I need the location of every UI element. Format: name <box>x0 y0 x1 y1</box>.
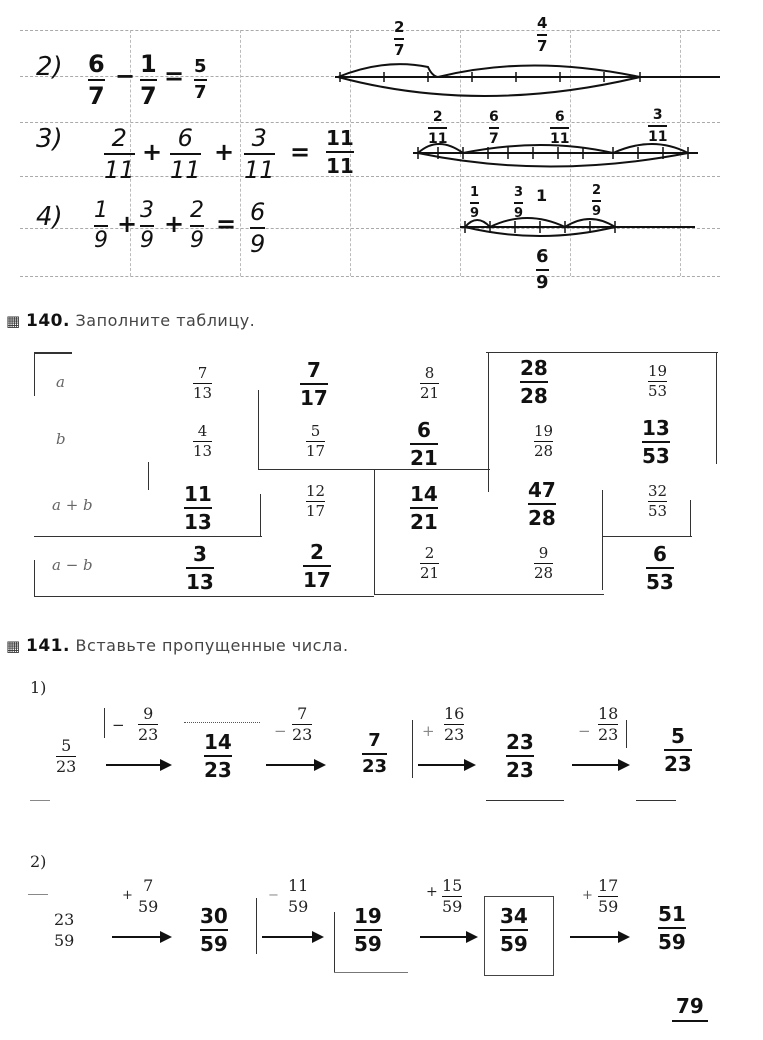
step-operator: − <box>112 716 125 734</box>
row-label-a: a <box>56 373 65 391</box>
arrow-icon <box>572 764 628 766</box>
arrow-icon <box>106 764 170 766</box>
fraction: 2 11 <box>104 124 135 184</box>
table-cell-answer: 13 53 <box>642 416 670 468</box>
fraction: 6 9 <box>250 198 266 258</box>
arrow-icon <box>266 764 324 766</box>
step-operator: − <box>274 722 287 740</box>
arc-label: 3 9 <box>514 185 524 221</box>
fraction: 1 9 <box>94 198 108 253</box>
arc-label: 2 9 <box>592 183 602 219</box>
table-cell-answer: 47 28 <box>528 478 556 530</box>
table-cell-answer: 3 13 <box>186 542 214 594</box>
fraction: 3 9 <box>140 198 154 253</box>
step-operator: + <box>426 884 438 900</box>
table-cell: 2 21 <box>420 544 440 582</box>
row-label-sum: a + b <box>52 496 93 514</box>
table-cell-answer: 7 17 <box>300 358 328 410</box>
table-cell: 32 53 <box>648 482 668 520</box>
fraction: 1 7 <box>140 50 157 110</box>
step-operator: + <box>122 888 133 903</box>
operator: = <box>216 210 237 238</box>
table-cell: 7 13 <box>193 364 213 402</box>
table-cell-answer: 2 17 <box>303 540 331 592</box>
arrow-icon <box>418 764 474 766</box>
chain-answer: 23 23 <box>506 730 534 782</box>
step-operand: 7 59 <box>138 876 159 916</box>
arc-label: 2 7 <box>394 18 405 59</box>
exercise-text: Заполните таблицу. <box>75 311 256 330</box>
page-number: 79 <box>672 994 708 1022</box>
chain-answer: 34 59 <box>500 904 528 956</box>
row-label: 4) <box>36 202 63 232</box>
step-operand: 15 59 <box>442 876 463 916</box>
chain-answer: 14 23 <box>204 730 232 782</box>
arc-label: 6 11 <box>550 109 570 147</box>
fraction: 6 7 <box>88 50 105 110</box>
exercise-140-title <box>26 311 255 331</box>
chain-answer: 51 59 <box>658 902 686 954</box>
table-cell-answer: 6 53 <box>646 542 674 594</box>
row-label-b: b <box>56 430 66 448</box>
row-label-diff: a − b <box>52 556 93 574</box>
step-operator: + <box>422 722 435 740</box>
operator: = <box>164 62 185 90</box>
row-label: 3) <box>36 124 63 154</box>
arc-mark: 1 <box>536 186 548 205</box>
row-label: 2) <box>36 52 63 82</box>
arc-label: 2 11 <box>428 109 448 147</box>
chain-answer: 30 59 <box>200 904 228 956</box>
operator: + <box>142 138 163 166</box>
operator: + <box>164 210 185 238</box>
fraction: 11 11 <box>326 126 354 178</box>
table-cell: 19 53 <box>648 362 668 400</box>
number-line-row-2 <box>330 40 730 100</box>
arrow-icon <box>262 936 322 938</box>
table-cell-answer: 11 13 <box>184 482 212 534</box>
fraction: 5 7 <box>194 56 207 103</box>
step-operand: 11 59 <box>288 876 309 916</box>
number-line-row-4 <box>455 205 705 245</box>
exercise-marker-icon: ▦ <box>6 312 21 330</box>
table-cell: 19 28 <box>534 422 554 460</box>
fraction: 3 11 <box>244 124 275 184</box>
step-operand: 7 23 <box>292 704 313 744</box>
chain-label: 1) <box>30 678 47 697</box>
arc-label: 6 7 <box>489 109 499 147</box>
step-operand: 9 23 <box>138 704 159 744</box>
step-operand: 16 23 <box>444 704 465 744</box>
chain-answer: 7 23 <box>362 730 388 777</box>
arc-label: 3 11 <box>648 107 668 145</box>
table-cell-answer: 28 28 <box>520 356 548 408</box>
exercise-141-title <box>26 636 349 656</box>
exercise-marker-icon: ▦ <box>6 637 21 655</box>
fraction: 6 11 <box>170 124 201 184</box>
operator: − <box>115 62 136 90</box>
step-operand: 18 23 <box>598 704 619 744</box>
operator: + <box>117 210 138 238</box>
fraction: 2 9 <box>190 198 204 253</box>
step-operator: − <box>578 722 591 740</box>
chain-start: 5 23 <box>56 736 77 776</box>
chain-answer: 19 59 <box>354 904 382 956</box>
exercise-text: Вставьте пропущенные числа. <box>75 636 349 655</box>
table-cell: 5 17 <box>306 422 326 460</box>
operator: + <box>214 138 235 166</box>
table-cell-answer: 14 21 <box>410 482 438 534</box>
table-cell: 4 13 <box>193 422 213 460</box>
arrow-icon <box>112 936 170 938</box>
table-cell: 8 21 <box>420 364 440 402</box>
brace-label: 6 9 <box>536 246 549 293</box>
step-operator: + <box>582 888 593 903</box>
step-operand: 17 59 <box>598 876 619 916</box>
chain-start: 23 59 <box>54 910 75 950</box>
table-cell-answer: 6 21 <box>410 418 438 470</box>
operator: = <box>290 138 311 166</box>
exercise-number: 140. <box>26 311 70 331</box>
arc-label: 1 9 <box>470 185 480 221</box>
table-cell: 9 28 <box>534 544 554 582</box>
step-operator: − <box>268 888 279 903</box>
arrow-icon <box>420 936 476 938</box>
chain-answer: 5 23 <box>664 724 692 776</box>
arrow-icon <box>570 936 628 938</box>
chain-label: 2) <box>30 852 47 871</box>
table-cell: 12 17 <box>306 482 326 520</box>
arc-label: 4 7 <box>537 14 548 55</box>
exercise-number: 141. <box>26 636 70 656</box>
